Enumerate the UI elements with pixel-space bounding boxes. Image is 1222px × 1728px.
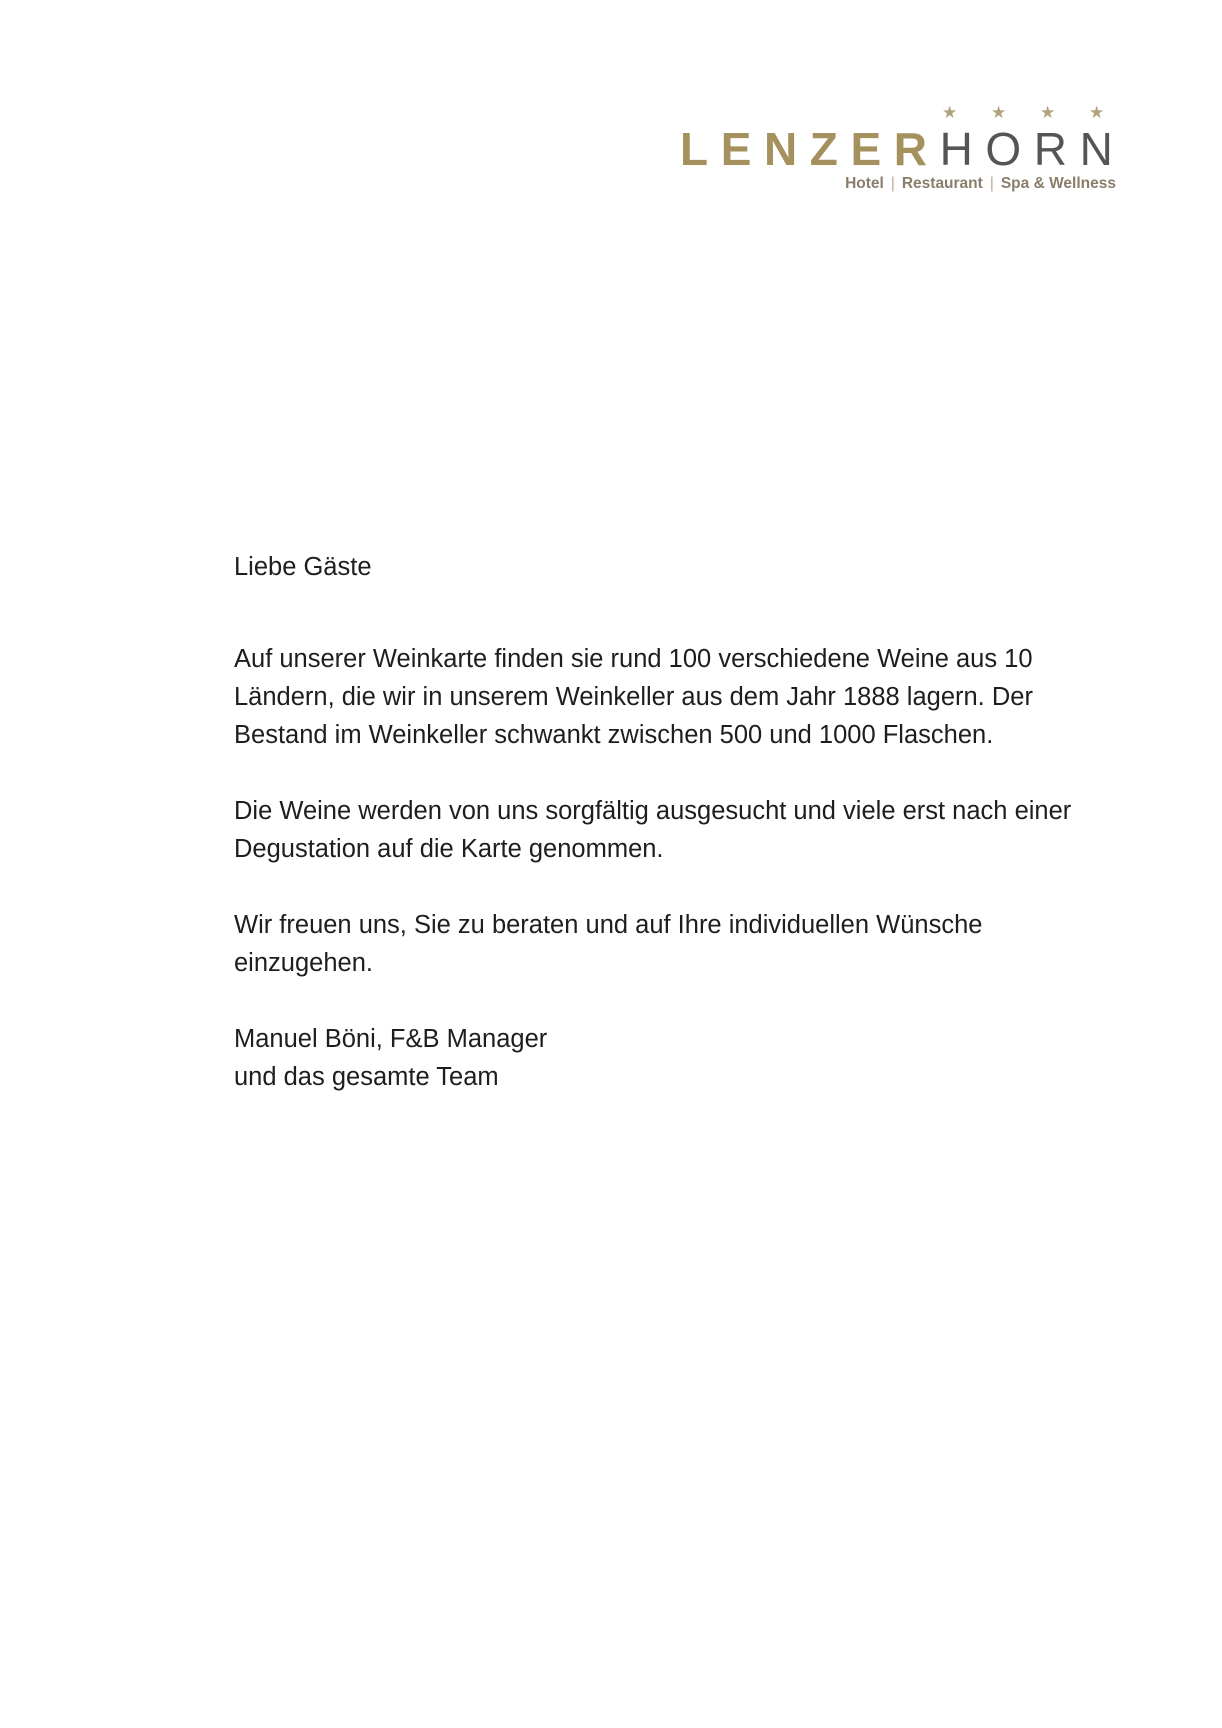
tagline-restaurant: Restaurant (901, 175, 983, 192)
logo-stars (942, 104, 1114, 124)
hotel-logo (680, 103, 1126, 194)
logo-wordmark-gold: LENZER (680, 123, 940, 175)
logo-wordmark-grey: HORN (939, 123, 1126, 175)
signature-name: Manuel Böni, F&B Manager (234, 1025, 548, 1053)
logo-tagline (845, 174, 1116, 194)
signature-team: und das gesamte Team (234, 1063, 499, 1091)
text-line: Die Weine werden von uns sorgfältig ausgesucht und viele erst nach einer (234, 797, 1072, 825)
star-icon: ★ (991, 103, 1007, 122)
tagline-separator: | (989, 175, 994, 192)
text-line: Bestand im Weinkeller schwankt zwischen 500 und 1000 Flaschen. (234, 721, 994, 749)
logo-wordmark (680, 123, 1126, 175)
letter-greeting: Liebe Gäste (234, 553, 372, 581)
text-line: Auf unserer Weinkarte finden sie rund 100 verschiedene Weine aus 10 (234, 645, 1033, 673)
paragraph-selection (234, 792, 1154, 868)
letter-signature (234, 1020, 1154, 1096)
paragraph-advice (234, 906, 1154, 982)
paragraph-wine-list (234, 640, 1154, 754)
text-line: einzugehen. (234, 949, 373, 977)
star-icon: ★ (942, 103, 958, 122)
tagline-hotel: Hotel (845, 175, 884, 192)
tagline-separator: | (890, 175, 895, 192)
letter-body (234, 548, 1154, 1096)
star-icon: ★ (1089, 103, 1105, 122)
text-line: Wir freuen uns, Sie zu beraten und auf Ihre individuellen Wünsche (234, 911, 983, 939)
tagline-spa-wellness: Spa & Wellness (1000, 175, 1116, 192)
text-line: Ländern, die wir in unserem Weinkeller aus dem Jahr 1888 lagern. Der (234, 683, 1033, 711)
text-line: Degustation auf die Karte genommen. (234, 835, 664, 863)
star-icon: ★ (1040, 103, 1056, 122)
